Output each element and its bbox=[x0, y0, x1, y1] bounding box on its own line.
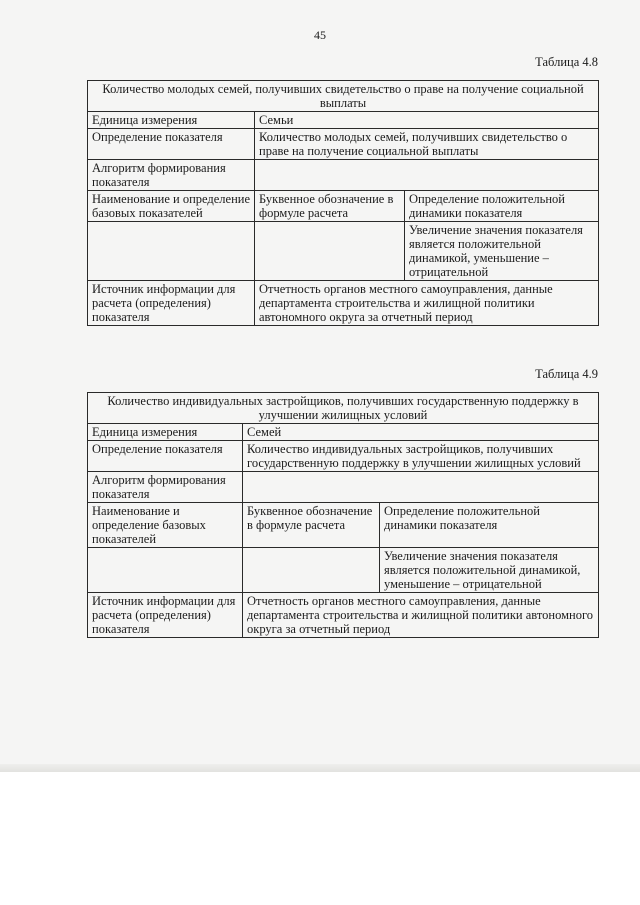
table-title: Количество индивидуальных застройщиков, получивших государственную поддержку в улучшении жилищных условий bbox=[88, 393, 599, 424]
table-row bbox=[88, 129, 599, 160]
table-4-8 bbox=[87, 80, 599, 326]
table-row bbox=[88, 503, 599, 548]
table-title: Количество молодых семей, получивших свидетельство о праве на получение социальной выплаты bbox=[88, 81, 599, 112]
table-row bbox=[88, 160, 599, 191]
table-row bbox=[88, 441, 599, 472]
letter-designation-label: Буквенное обозначение в формуле расчета bbox=[255, 191, 405, 222]
table-row bbox=[88, 593, 599, 638]
algorithm-value bbox=[255, 160, 599, 191]
source-value: Отчетность органов местного самоуправления, данные департамента строительства и жилищной политики автономного округа за отчетный период bbox=[255, 281, 599, 326]
unit-label: Единица измерения bbox=[88, 424, 243, 441]
definition-label: Определение показателя bbox=[88, 129, 255, 160]
empty-cell bbox=[88, 222, 255, 281]
empty-cell bbox=[243, 548, 380, 593]
page-number: 45 bbox=[314, 28, 326, 42]
table-row bbox=[88, 424, 599, 441]
algorithm-value bbox=[243, 472, 599, 503]
unit-value: Семей bbox=[243, 424, 599, 441]
unit-label: Единица измерения bbox=[88, 112, 255, 129]
table-row bbox=[88, 281, 599, 326]
positive-dynamics-label: Определение положительной динамики показателя bbox=[380, 503, 599, 548]
algorithm-label: Алгоритм формирования показателя bbox=[88, 160, 255, 191]
algorithm-label: Алгоритм формирования показателя bbox=[88, 472, 243, 503]
table-row bbox=[88, 81, 599, 112]
positive-dynamics-value: Увеличение значения показателя является положительной динамикой, уменьшение – отрицательной bbox=[405, 222, 599, 281]
positive-dynamics-value: Увеличение значения показателя является положительной динамикой, уменьшение – отрицательной bbox=[380, 548, 599, 593]
table-row bbox=[88, 191, 599, 222]
table-row bbox=[88, 222, 599, 281]
page-bottom-edge bbox=[0, 764, 640, 772]
table-row bbox=[88, 548, 599, 593]
letter-designation-label: Буквенное обозначение в формуле расчета bbox=[243, 503, 380, 548]
source-label: Источник информации для расчета (определения) показателя bbox=[88, 281, 255, 326]
table-row bbox=[88, 112, 599, 129]
base-indicators-label: Наименование и определение базовых показателей bbox=[88, 503, 243, 548]
empty-cell bbox=[88, 548, 243, 593]
definition-value: Количество молодых семей, получивших свидетельство о праве на получение социальной выплаты bbox=[255, 129, 599, 160]
table-4-8-caption: Таблица 4.8 bbox=[535, 55, 598, 69]
empty-cell bbox=[255, 222, 405, 281]
definition-label: Определение показателя bbox=[88, 441, 243, 472]
positive-dynamics-label: Определение положительной динамики показателя bbox=[405, 191, 599, 222]
source-label: Источник информации для расчета (определения) показателя bbox=[88, 593, 243, 638]
table-4-9-caption: Таблица 4.9 bbox=[535, 367, 598, 381]
table-row bbox=[88, 393, 599, 424]
base-indicators-label: Наименование и определение базовых показателей bbox=[88, 191, 255, 222]
definition-value: Количество индивидуальных застройщиков, получивших государственную поддержку в улучшении жилищных условий bbox=[243, 441, 599, 472]
table-row bbox=[88, 472, 599, 503]
table-4-9 bbox=[87, 392, 599, 638]
source-value: Отчетность органов местного самоуправления, данные департамента строительства и жилищной политики автономного округа за отчетный период bbox=[243, 593, 599, 638]
unit-value: Семьи bbox=[255, 112, 599, 129]
